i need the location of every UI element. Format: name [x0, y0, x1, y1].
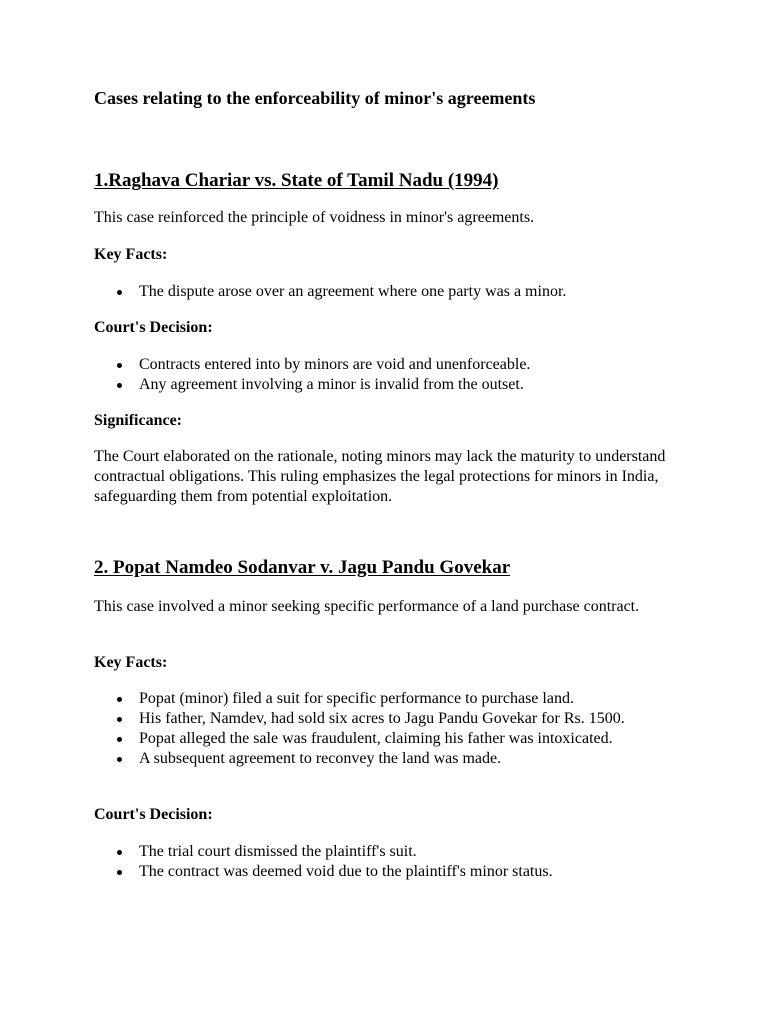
case-2-heading: 2. Popat Namdeo Sodanvar v. Jagu Pandu Govekar: [94, 557, 511, 578]
case-1-key-facts-label: Key Facts:: [94, 246, 168, 263]
case-2-key-facts-list: [94, 689, 694, 769]
list-item: Contracts entered into by minors are void and unenforceable.: [94, 355, 694, 375]
list-item: Popat alleged the sale was fraudulent, claiming his father was intoxicated.: [94, 729, 694, 749]
list-item: Popat (minor) filed a suit for specific performance to purchase land.: [94, 689, 694, 709]
case-2-decision-label: Court's Decision:: [94, 806, 213, 823]
case-1-intro: This case reinforced the principle of voidness in minor's agreements.: [94, 209, 535, 226]
list-item: Any agreement involving a minor is invalid from the outset.: [94, 375, 694, 395]
list-item: His father, Namdev, had sold six acres to Jagu Pandu Govekar for Rs. 1500.: [94, 709, 694, 729]
list-item: A subsequent agreement to reconvey the land was made.: [94, 749, 694, 769]
case-1-heading: 1.Raghava Chariar vs. State of Tamil Nadu (1994): [94, 170, 499, 191]
list-item: The dispute arose over an agreement where one party was a minor.: [94, 282, 694, 302]
case-1-key-facts-list: [94, 282, 694, 302]
case-1-significance-text: The Court elaborated on the rationale, noting minors may lack the maturity to understand contractual obligations. This ruling emphasizes the legal protections for minors in India, safeguarding them from potential exploitation.: [94, 448, 666, 505]
document-title: Cases relating to the enforceability of minor's agreements: [94, 88, 536, 108]
case-2-intro: This case involved a minor seeking specific performance of a land purchase contract.: [94, 598, 640, 615]
case-2-decision-list: [94, 842, 694, 882]
case-2-key-facts-label: Key Facts:: [94, 654, 168, 671]
case-1-decision-list: [94, 355, 694, 395]
list-item: The contract was deemed void due to the plaintiff's minor status.: [94, 862, 694, 882]
case-1-decision-label: Court's Decision:: [94, 319, 213, 336]
list-item: The trial court dismissed the plaintiff's suit.: [94, 842, 694, 862]
case-1-significance-label: Significance:: [94, 412, 182, 429]
